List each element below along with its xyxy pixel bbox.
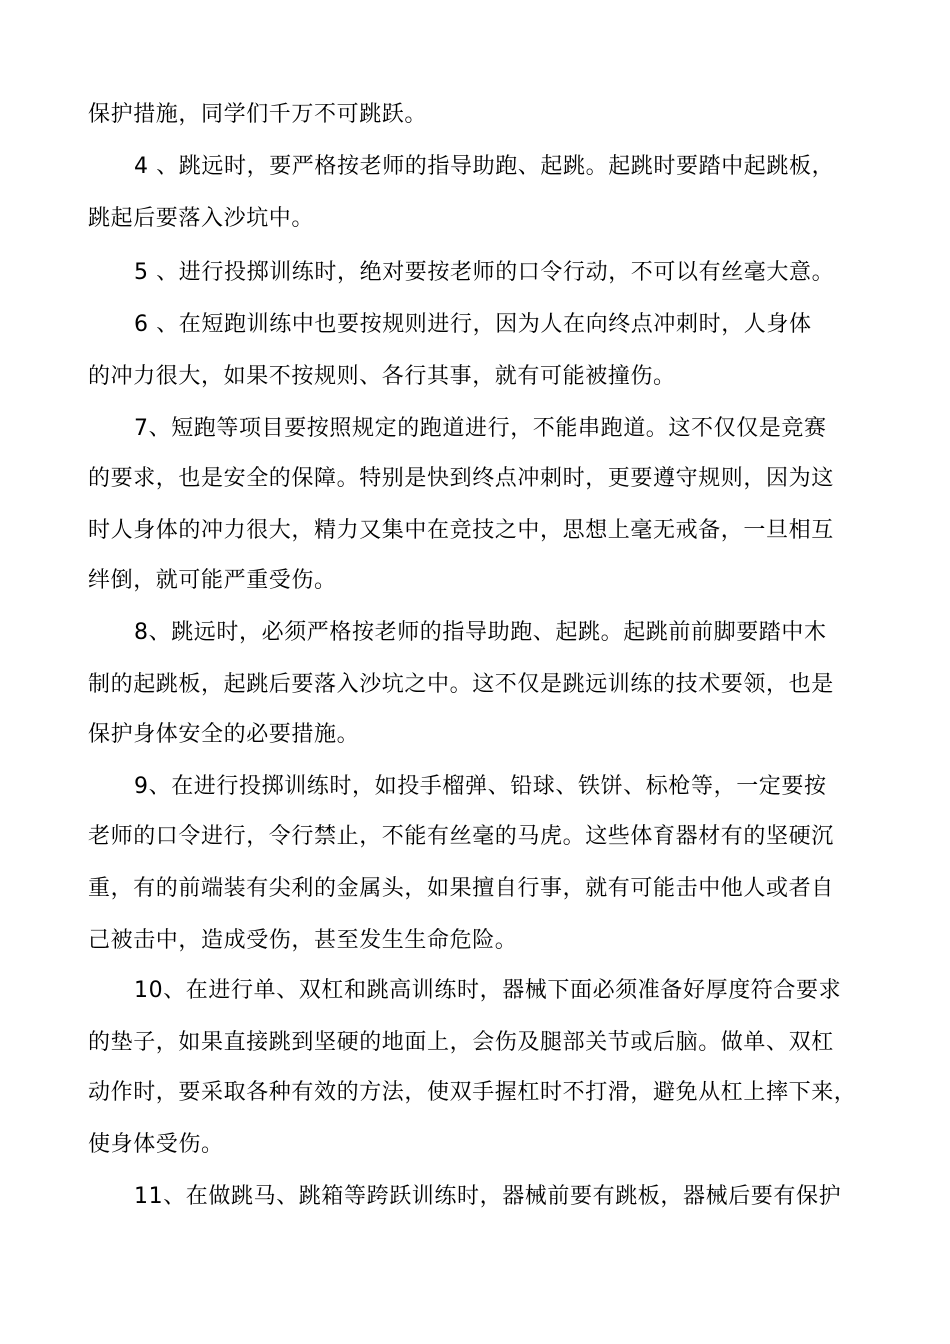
text-line: 制的起跳板，起跳后要落入沙坑之中。这不仅是跳远训练的技术要领，也是: [88, 672, 834, 697]
text-line: 的垫子，如果直接跳到坚硬的地面上，会伤及腿部关节或后脑。做单、双杠: [88, 1030, 834, 1055]
text-line: 8、跳远时，必须严格按老师的指导助跑、起跳。起跳前前脚要踏中木: [134, 620, 827, 645]
text-line: 的要求，也是安全的保障。特别是快到终点冲刺时，更要遵守规则，因为这: [88, 466, 834, 491]
text-line: 5 、进行投掷训练时，绝对要按老师的口令行动，不可以有丝毫大意。: [134, 260, 835, 285]
text-line: 保护身体安全的必要措施。: [88, 722, 360, 747]
text-line: 4 、跳远时，要严格按老师的指导助跑、起跳。起跳时要踏中起跳板，: [134, 154, 835, 179]
text-line: 重，有的前端装有尖利的金属头，如果擅自行事，就有可能击中他人或者自: [88, 876, 834, 901]
text-line: 11、在做跳马、跳箱等跨跃训练时，器械前要有跳板，器械后要有保护: [134, 1184, 842, 1209]
text-line: 9、在进行投掷训练时，如投手榴弹、铅球、铁饼、标枪等，一定要按: [134, 774, 827, 799]
text-line: 时人身体的冲力很大，精力又集中在竞技之中，思想上毫无戒备，一旦相互: [88, 518, 834, 543]
text-line: 绊倒，就可能严重受伤。: [88, 568, 337, 593]
text-line: 保护措施，同学们千万不可跳跃。: [88, 102, 428, 127]
text-line: 7、短跑等项目要按照规定的跑道进行，不能串跑道。这不仅仅是竞赛: [134, 416, 827, 441]
text-line: 动作时，要采取各种有效的方法，使双手握杠时不打滑，避免从杠上摔下来，: [88, 1080, 857, 1105]
text-line: 6 、在短跑训练中也要按规则进行，因为人在向终点冲刺时，人身体: [134, 312, 812, 337]
text-line: 使身体受伤。: [88, 1132, 224, 1157]
text-line: 己被击中，造成受伤，甚至发生生命危险。: [88, 928, 518, 953]
text-line: 跳起后要落入沙坑中。: [88, 206, 315, 231]
text-line: 老师的口令进行，令行禁止，不能有丝毫的马虎。这些体育器材有的坚硬沉: [88, 824, 834, 849]
text-line: 的冲力很大，如果不按规则、各行其事，就有可能被撞伤。: [88, 364, 676, 389]
text-line: 10、在进行单、双杠和跳高训练时，器械下面必须准备好厚度符合要求: [134, 978, 842, 1003]
